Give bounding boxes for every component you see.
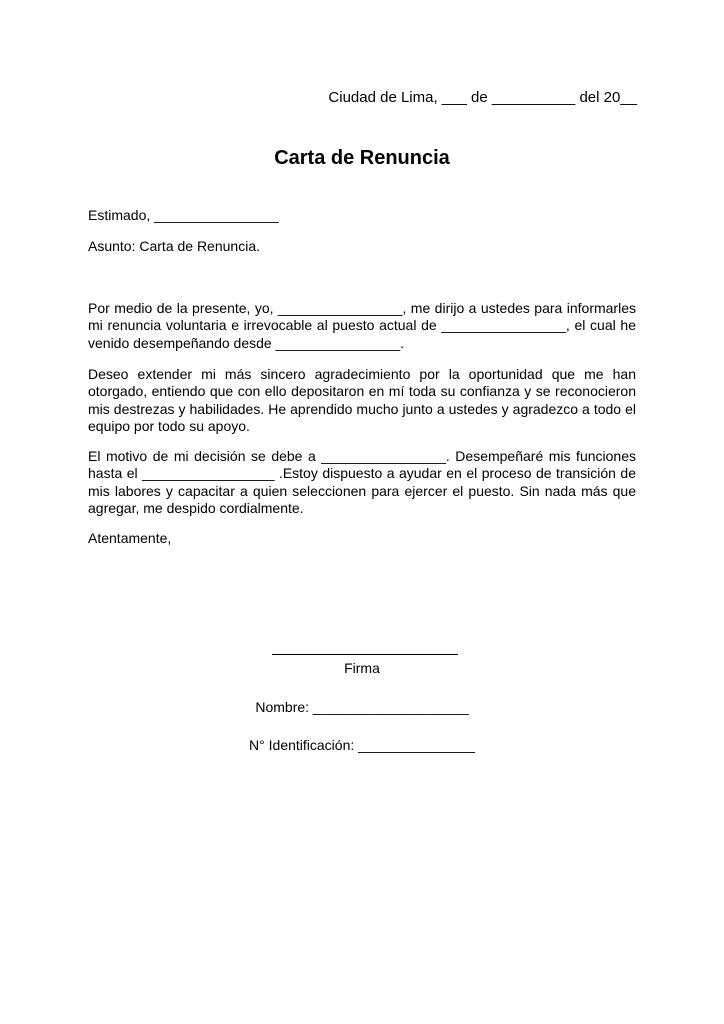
greeting: Estimado, ________________ [88, 207, 279, 223]
paragraph-gratitude: Deseo extender mi más sincero agradecimiento por la oportunidad que me han otorgado, entiendo que con ello depositaron en mí toda su confianza y se reconocieron mis destrezas y habilidades. He aprendido mucho junto a ustedes y agradezco a todo el equipo por todo su apoyo. [88, 366, 636, 434]
paragraph-intro: Por medio de la presente, yo, ________________, me dirijo a ustedes para informarles mi renuncia voluntaria e irrevocable al puesto actual de ________________, el cual he venido desempeñando desde ________________. [88, 300, 636, 351]
signature-line [272, 654, 458, 655]
signature-label: Firma [344, 660, 380, 676]
closing: Atentamente, [88, 530, 172, 546]
date-line: Ciudad de Lima, ___ de __________ del 20__ [328, 89, 637, 106]
letter-title: Carta de Renuncia [274, 147, 450, 169]
name-line: Nombre: ____________________ [255, 699, 469, 715]
id-line: N° Identificación: _______________ [249, 737, 475, 753]
subject-line: Asunto: Carta de Renuncia. [88, 238, 260, 254]
paragraph-reason: El motivo de mi decisión se debe a ________________. Desempeñaré mis funciones hasta el _________________ .Estoy dispuesto a ayudar en el proceso de transición de mis labores y capacitar a quien seleccionen para ejercer el puesto. Sin nada más que agregar, me despido cordialmente. [88, 448, 636, 516]
